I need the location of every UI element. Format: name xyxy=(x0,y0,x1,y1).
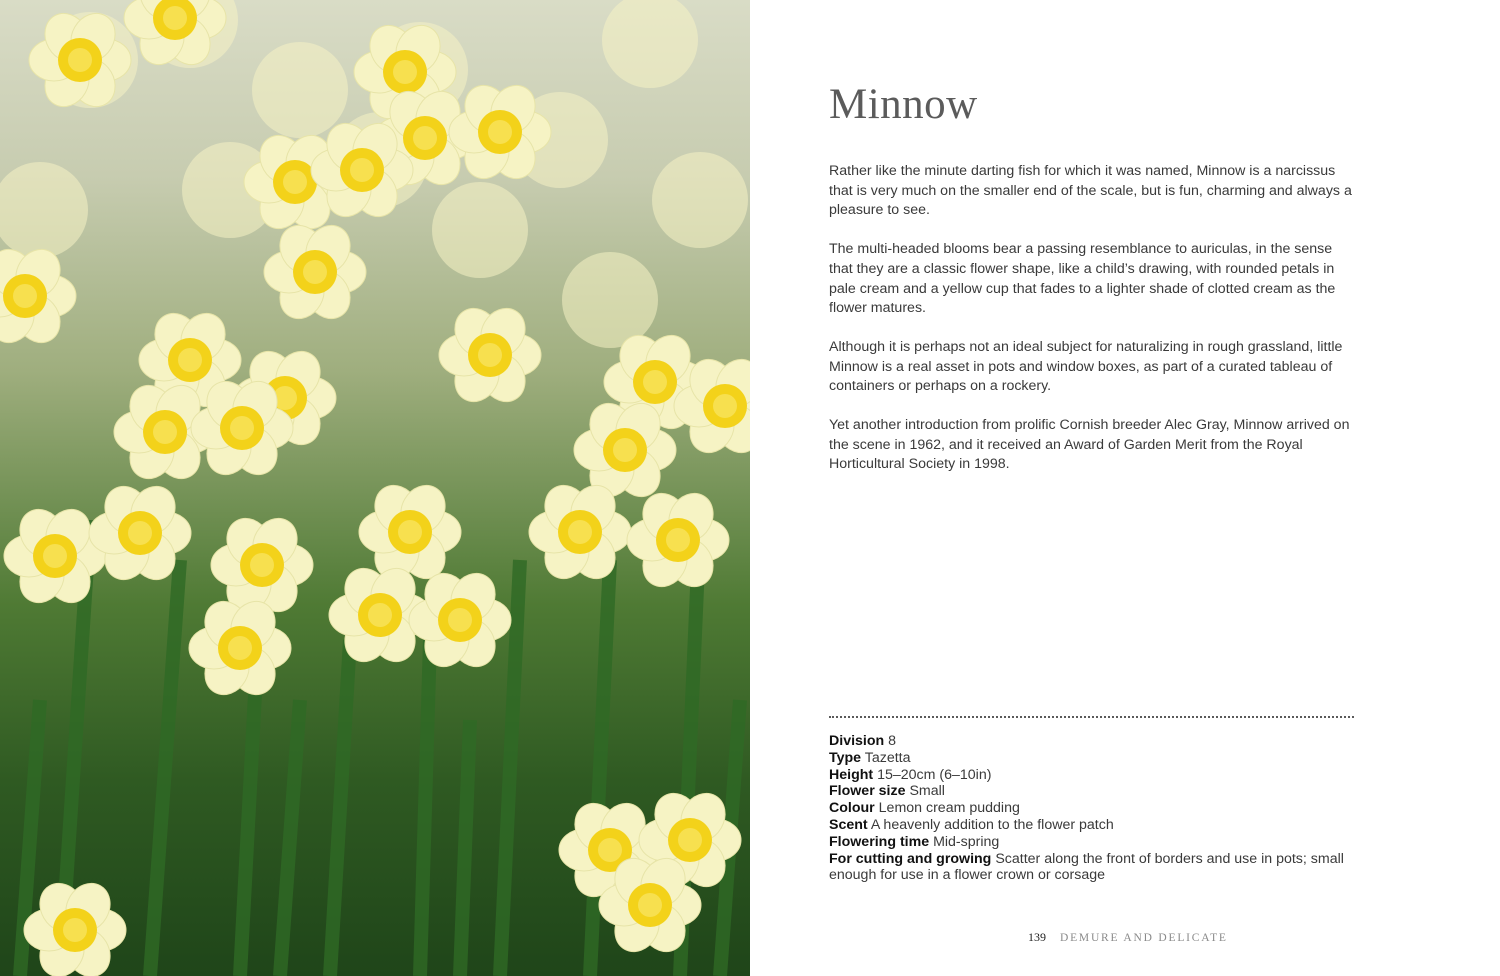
paragraph: Although it is perhaps not an ideal subject for naturalizing in rough grassland, little Minnow is a real asset in pots and window boxes, as part of a curated tableau of containers or perhaps on a rockery. xyxy=(829,338,1343,395)
dotted-divider xyxy=(829,716,1354,718)
spec-colour xyxy=(829,800,1359,817)
page-title: Minnow xyxy=(829,81,978,128)
spec-flowering-time xyxy=(829,834,1359,851)
spec-label: Division xyxy=(829,733,885,749)
spec-value: Scatter along the front of borders and use in pots; small enough for use in a flower crown or corsage xyxy=(829,850,1344,884)
paragraph: Yet another introduction from prolific Cornish breeder Alec Gray, Minnow arrived on the scene in 1962, and it received an Award of Garden Merit from the Royal Horticultural Society in 1998. xyxy=(829,417,1350,473)
paragraph: Rather like the minute darting fish for which it was named, Minnow is a narcissus that is very much on the smaller end of the scale, but is fun, charming and always a pleasure to see. xyxy=(829,163,1352,219)
spec-value: Small xyxy=(909,783,945,800)
spec-flower-size xyxy=(829,783,1359,800)
spec-type xyxy=(829,750,1359,767)
section-name: DEMURE AND DELICATE xyxy=(1060,932,1228,944)
spec-division xyxy=(829,733,1359,750)
spec-cutting-growing xyxy=(829,851,1359,885)
spec-value: A heavenly addition to the flower patch xyxy=(870,816,1114,833)
spec-value: Lemon cream pudding xyxy=(878,800,1020,817)
spec-scent xyxy=(829,817,1359,834)
spec-value: 8 xyxy=(888,733,897,749)
paragraph: The multi-headed blooms bear a passing resemblance to auriculas, in the sense that they are a classic flower shape, like a child’s drawing, with rounded petals in pale cream and a yellow cup that fades to a lighter shade of clotted cream as the flower matures. xyxy=(829,241,1336,317)
spec-label: Scent xyxy=(829,816,868,833)
page-number: 139 xyxy=(1028,930,1046,944)
spec-label: For cutting and growing xyxy=(829,850,992,867)
spec-value: Mid-spring xyxy=(933,833,1000,850)
spec-label: Flowering time xyxy=(829,833,930,850)
spec-label: Type xyxy=(829,749,862,766)
spec-label: Colour xyxy=(829,800,875,817)
spec-value: 15–20cm (6–10in) xyxy=(877,766,992,783)
spec-label: Height xyxy=(829,766,874,783)
spec-height xyxy=(829,767,1359,784)
spec-value: Tazetta xyxy=(864,749,911,766)
body-text xyxy=(829,162,1359,494)
spec-label: Flower size xyxy=(829,783,906,800)
page-footer xyxy=(1028,930,1228,945)
plant-specs xyxy=(829,733,1359,884)
